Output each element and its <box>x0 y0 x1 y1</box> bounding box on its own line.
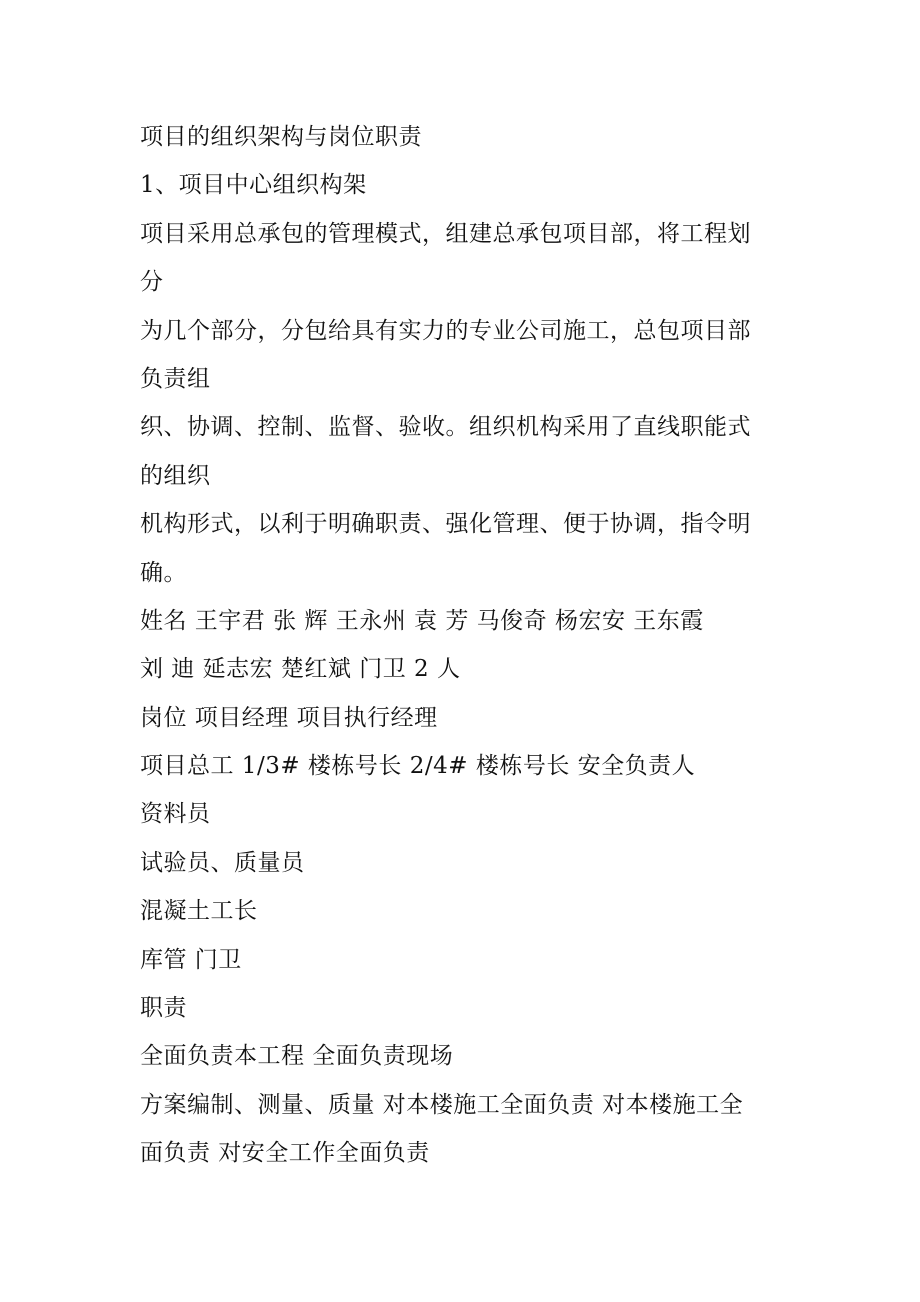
positions-line: 混凝土工长 <box>140 898 258 925</box>
text-line: 机构形式，以利于明确职责、强化管理、便于协调，指令明 <box>140 511 751 538</box>
text-line: 织、协调、控制、监督、验收。组织机构采用了直线职能式 <box>140 414 751 441</box>
names-line: 姓名 王宇君 张 辉 王永州 袁 芳 马俊奇 杨宏安 王东霞 <box>140 607 704 634</box>
document-title: 项目的组织架构与岗位职责 <box>140 124 422 150</box>
duties-heading: 职责 <box>140 995 187 1022</box>
positions-line: 试验员、质量员 <box>140 849 305 876</box>
positions-line: 岗位 项目经理 项目执行经理 <box>140 704 438 731</box>
text-line: 项目采用总承包的管理模式，组建总承包项目部，将工程划 <box>140 220 751 247</box>
names-line: 刘 迪 延志宏 楚红斌 门卫 2 人 <box>140 656 461 683</box>
duties-line: 方案编制、测量、质量 对本楼施工全面负责 对本楼施工全 <box>140 1091 744 1118</box>
text-line: 为几个部分，分包给具有实力的专业公司施工，总包项目部 <box>140 317 751 344</box>
document-body <box>140 113 785 1178</box>
text-line: 确。 <box>140 559 187 586</box>
text-line: 分 <box>140 269 164 296</box>
positions-line: 项目总工 1/3# 楼栋号长 2/4# 楼栋号长 安全负责人 <box>140 753 696 780</box>
duties-line: 全面负责本工程 全面负责现场 <box>140 1043 454 1070</box>
positions-line: 资料员 <box>140 801 211 828</box>
duties-line: 面负责 对安全工作全面负责 <box>140 1140 430 1167</box>
section-heading: 1、项目中心组织构架 <box>140 172 367 199</box>
text-line: 的组织 <box>140 462 211 489</box>
positions-line: 库管 门卫 <box>140 946 242 973</box>
text-line: 负责组 <box>140 365 211 392</box>
